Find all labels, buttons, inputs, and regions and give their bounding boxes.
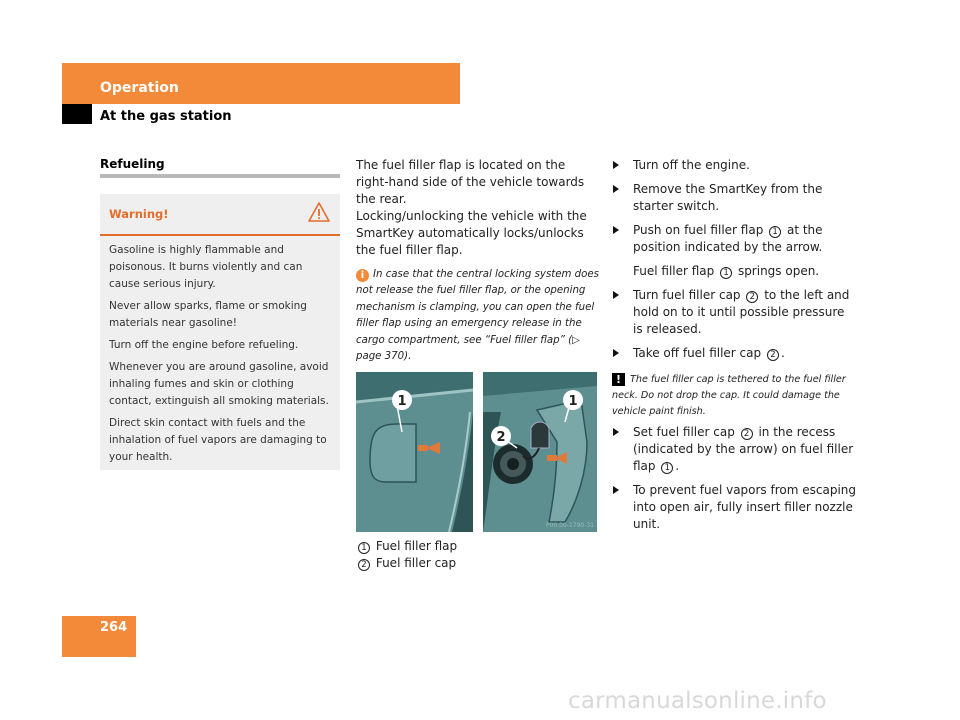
info-note: [356, 267, 601, 365]
watermark: carmanualsonline.info: [568, 688, 827, 714]
step-result: [612, 263, 857, 280]
procedure-steps-continued: [612, 424, 857, 540]
bullet-arrow-icon: [613, 161, 619, 169]
callout-number: 1: [358, 542, 370, 554]
step-item: [612, 157, 857, 174]
caption-text: Fuel filler flap: [375, 539, 458, 553]
step-text: .: [675, 459, 680, 473]
caption-item: [356, 555, 606, 572]
figure-callout-1b: 1: [568, 394, 578, 409]
figure-fuel-cap-open: [483, 372, 597, 532]
warning-paragraph: Gasoline is highly flammable and poisonous. It burns violently and can cause serious injury.: [109, 244, 303, 290]
step-text: .: [780, 346, 785, 360]
step-text: Push on fuel filler flap: [633, 223, 764, 237]
bullet-arrow-icon: [613, 349, 619, 357]
procedure-steps: [612, 157, 857, 369]
figure-code: P00.00-1790-31: [545, 522, 594, 529]
fuel-cap-illustration: [483, 372, 597, 532]
caption-item: [356, 538, 606, 555]
step-text: in the recess (indicated by the arrow) on fuel filler flap: [633, 425, 854, 473]
bullet-arrow-icon: [613, 291, 619, 299]
figure-fuel-flap-closed: [356, 372, 473, 532]
bullet-arrow-icon: [613, 226, 619, 234]
title-rule: [100, 174, 340, 178]
page-number: 264: [100, 620, 128, 635]
step-item: [612, 181, 857, 215]
step-item: [612, 222, 857, 256]
fuel-flap-illustration: [356, 372, 473, 532]
step-text: To prevent fuel vapors from escaping into open air, fully insert filler nozzle unit.: [633, 483, 857, 531]
info-note-text: In case that the central locking system does not release the fuel filler flap, or the opening mechanism is clamping, you can open the fuel filler flap using an emergency release in the cargo compartment, see “Fuel filler flap” (▷ page 370).: [356, 269, 599, 363]
callout-number: 2: [767, 349, 779, 361]
warning-paragraph: Direct skin contact with fuels and the inhalation of fuel vapors are damaging to your health.: [109, 417, 327, 463]
step-text: Take off fuel filler cap: [633, 346, 762, 360]
figure-callout-1: 1: [397, 394, 407, 409]
chapter-title: Operation: [100, 80, 179, 96]
refueling-title: Refueling: [100, 157, 165, 171]
step-text: Set fuel filler cap: [633, 425, 735, 439]
step-text: Turn off the engine.: [633, 158, 750, 172]
caution-note: [612, 372, 857, 420]
step-text: at the position indicated by the arrow.: [633, 223, 823, 254]
callout-number: 1: [769, 226, 781, 238]
callout-number: 2: [741, 428, 753, 440]
callout-number: 1: [720, 267, 732, 279]
info-icon: i: [356, 269, 369, 282]
warning-box: [100, 194, 340, 470]
warning-paragraph: Turn off the engine before refueling.: [109, 339, 299, 351]
result-text: Fuel filler flap: [633, 264, 715, 278]
step-item: [612, 345, 857, 362]
bullet-arrow-icon: [613, 428, 619, 436]
section-heading: At the gas station: [100, 109, 232, 124]
section-marker: [62, 104, 92, 124]
warning-body: [109, 242, 335, 471]
callout-number: 2: [746, 291, 758, 303]
bullet-arrow-icon: [613, 185, 619, 193]
warning-rule: [100, 234, 340, 236]
callout-number: 1: [661, 462, 673, 474]
intro-text: [356, 157, 601, 259]
intro-paragraph: Locking/unlocking the vehicle with the SmartKey automatically locks/unlocks the fuel filler flap.: [356, 209, 587, 257]
step-item: [612, 482, 857, 533]
warning-paragraph: Whenever you are around gasoline, avoid inhaling fumes and skin or clothing contact, extinguish all smoking materials.: [109, 361, 329, 407]
warning-title: Warning!: [109, 207, 169, 221]
warning-triangle-icon: [308, 202, 330, 222]
intro-paragraph: The fuel filler flap is located on the right-hand side of the vehicle towards the rear.: [356, 158, 585, 206]
caution-note-text: The fuel filler cap is tethered to the fuel filler neck. Do not drop the cap. It could damage the vehicle paint finish.: [612, 374, 846, 417]
step-text: Remove the SmartKey from the starter switch.: [633, 182, 823, 213]
callout-number: 2: [358, 559, 370, 571]
step-text: Turn fuel filler cap: [633, 288, 741, 302]
bullet-arrow-icon: [613, 486, 619, 494]
warning-paragraph: Never allow sparks, flame or smoking materials near gasoline!: [109, 300, 307, 329]
step-item: [612, 287, 857, 338]
figure-callout-2: 2: [496, 430, 506, 445]
caption-text: Fuel filler cap: [375, 556, 457, 570]
step-text: to the left and hold on to it until possible pressure is released.: [633, 288, 850, 336]
result-text: springs open.: [737, 264, 820, 278]
caution-icon: !: [612, 373, 625, 386]
step-item: [612, 424, 857, 475]
